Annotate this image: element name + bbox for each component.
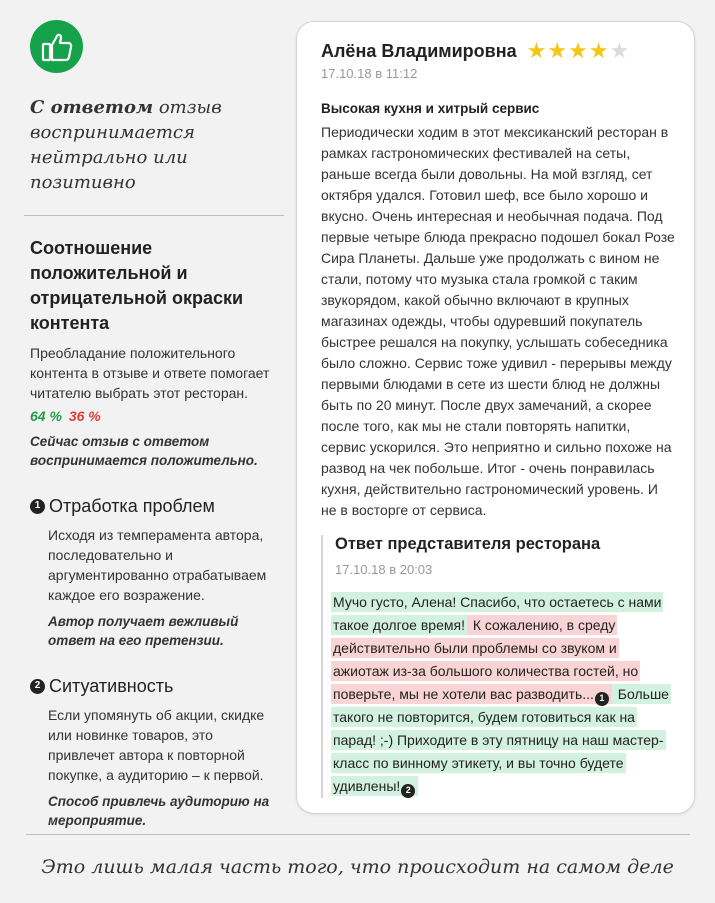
thumbs-up-badge xyxy=(30,20,83,73)
problems-body xyxy=(30,525,278,650)
situational-note: Способ привлечь аудиторию на мероприятие. xyxy=(48,794,270,828)
footer-divider xyxy=(26,834,690,835)
response-positive-text: Больше такого не повторится, будем готовиться как на парад! ;-) Приходите в эту пятницу на наш мастер-класс по винному этикету, и вы точно будете удивлены! xyxy=(333,686,669,794)
review-card xyxy=(296,21,695,814)
star-icon: ★ xyxy=(526,38,547,63)
review-date: 17.10.18 в 11:12 xyxy=(321,66,418,81)
review-body: Периодически ходим в этот мексиканский ресторан в рамках гастрономических фестивалей на сеты, раньше всегда были довольны. На мой взгляд, сет октября удался. Готовил шеф, все было хорошо и вкусно. Очень интересная и необычная подача. Под первые четыре блюда прекрасно подошел бокал Розе Сира Планеты. Дальше уже продолжать с вином не стали, потому что музыка стала громкой с таким звукорядом, какой обычно включают в крупных магазинах одежды, чтобы одуревший покупатель быстрее решался на покупку, услышать собеседника было сложно. Сервис тоже удивил - перерывы между первыми блюдами в сете из шести блюд не должны быть по 20 минут. После двух замечаний, а скорее после того, как мы не стали повторять напитки, сервис ускорился. Это неприятно и сильно похоже на развод на чек побольше. Итог - очень понравилась кухня, действительно гастрономический уровень. И не в восторге от сервиса. xyxy=(321,124,675,518)
star-icon: ★ xyxy=(547,38,568,63)
negative-percent: 36 % xyxy=(68,408,101,424)
response-title: Ответ представителя ресторана xyxy=(335,535,601,553)
review-title: Высокая кухня и хитрый сервис xyxy=(321,101,540,116)
situational-text: Если упомянуть об акции, скидке или новинке товаров, это привлечет автора к повторной покупке, а аудиторию – к первой. xyxy=(48,707,265,783)
star-rating xyxy=(527,40,631,62)
problems-note: Автор получает вежливый ответ на его претензии. xyxy=(48,614,239,648)
positive-percent: 64 % xyxy=(30,408,62,424)
problems-heading xyxy=(30,494,278,518)
thumbs-up-icon xyxy=(40,30,74,64)
star-icon: ★ xyxy=(609,38,630,63)
star-icon: ★ xyxy=(588,38,609,63)
number-badge-2: 2 xyxy=(30,679,45,694)
left-column xyxy=(30,20,278,830)
number-marker-2: 2 xyxy=(401,784,415,798)
response-text xyxy=(331,591,676,798)
ratio-values xyxy=(30,408,278,424)
situational-title: Ситуативность xyxy=(49,676,174,696)
star-icon: ★ xyxy=(568,38,588,63)
number-marker-1: 1 xyxy=(595,692,609,706)
problems-text: Исходя из темперамента автора, последовательно и аргументированно отрабатываем каждое его возражение. xyxy=(48,527,267,603)
intro-rest: отзыв воспринимается нейтрально или позитивно xyxy=(30,97,222,193)
response-negative-text: К сожалению, в среду действительно были проблемы со звуком и ажиотаж из-за большого количества гостей, но поверьте, мы не хотели вас разводить... xyxy=(333,617,639,702)
situational-body xyxy=(30,705,278,830)
divider xyxy=(24,215,284,216)
intro-bold: С ответом xyxy=(30,97,154,118)
ratio-text: Преобладание положительного контента в отзыве и ответе помогает читателю выбрать этот ресторан. xyxy=(30,345,270,401)
ratio-note: Сейчас отзыв с ответом воспринимается положительно. xyxy=(30,434,258,468)
ratio-title: Соотношение положительной и отрицательной окраски контента xyxy=(30,238,244,333)
intro-statement xyxy=(30,95,260,195)
response-positive-part-1: Мучо густо, Алена! Спасибо, что остаетесь с нами такое долгое время! xyxy=(333,594,662,633)
response-date: 17.10.18 в 20:03 xyxy=(335,562,433,577)
number-badge-1: 1 xyxy=(30,499,45,514)
footer-caption: Это лишь малая часть того, что происходит на самом деле xyxy=(41,856,674,878)
owner-response xyxy=(321,535,676,798)
problems-title: Отработка проблем xyxy=(49,496,215,516)
review-header xyxy=(321,40,676,62)
situational-heading xyxy=(30,674,278,698)
review-author: Алёна Владимировна xyxy=(321,40,517,61)
